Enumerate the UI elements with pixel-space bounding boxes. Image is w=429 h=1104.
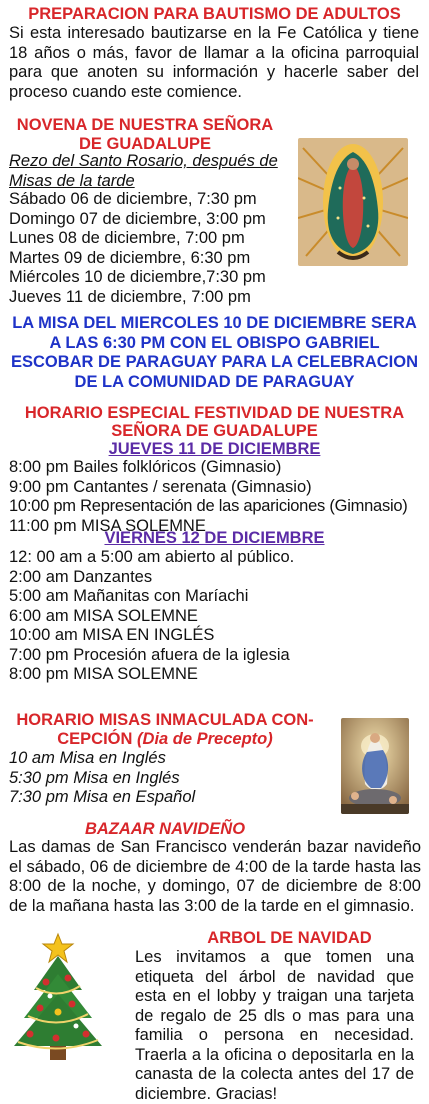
inmaculada-title-line1: HORARIO MISAS INMACULADA CON- [16,711,314,729]
bautismo-title: PREPARACION PARA BAUTISMO DE ADULTOS [28,5,401,23]
novena-date: Jueves 11 de diciembre, 7:00 pm [9,287,251,306]
inmaculada-title-line2-wrap [0,730,330,749]
viernes-schedule [9,548,429,685]
schedule-item: 8:00 pm Bailes folklóricos (Gimnasio) [9,458,282,476]
novena-subtitle [9,152,289,191]
jueves-schedule [9,458,429,536]
misa-paraguay-line: A LAS 6:30 PM CON EL OBISPO GABRIEL [49,333,380,352]
horario-especial-title [0,404,429,440]
day-heading-viernes: VIERNES 12 DE DICIEMBRE [104,529,325,547]
bazaar-body: Las damas de San Francisco venderán bazar navideño el sábado, 06 de diciembre de 4:00 de la tarde hasta las 8:00 de la noche, y domingo, 07 de diciembre de 8:00 de la mañana hasta las 3:00 de la tarde en el gimnasio. [9,838,421,915]
inmaculada-title-line2: CEPCIÓN [57,730,133,748]
misa-paraguay-line: LA MISA DEL MIERCOLES 10 DE DICIEMBRE SERA [12,314,417,332]
mass-item: 7:30 pm Misa en Español [9,788,196,806]
novena-title-line1: NOVENA DE NUESTRA SEÑORA [16,116,274,134]
christmas-tree-icon [6,930,110,1070]
novena-subtitle-line1: Rezo del Santo Rosario, después de [9,152,278,170]
schedule-item: 7:00 pm Procesión afuera de la iglesia [9,645,290,664]
novena-date: Domingo 07 de diciembre, 3:00 pm [9,209,266,228]
bazaar-title: BAZAAR NAVIDEÑO [84,820,246,838]
bautismo-body: Si esta interesado bautizarse en la Fe Católica y tiene 18 años o más, favor de llamar a la oficina parroquial para que anoten su información y hacerle saber del proceso cuando este comience. [9,24,419,101]
schedule-item: 2:00 am Danzantes [9,567,153,586]
arbol-body: Les invitamos a que tomen una etiqueta del árbol de navidad que esta en el lobby y traigan una tarjeta de regalo de 25 dls o mas para una familia o persona en necesidad. Traerla a la oficina o depositarla en la canasta de la colecta antes del 17 de diciembre. Gracias! [135,948,414,1103]
misa-paraguay-line: ESCOBAR DE PARAGUAY PARA LA CELEBRACION [10,353,419,371]
misa-paraguay-notice [0,314,429,392]
misa-paraguay-line: DE LA COMUNIDAD DE PARAGUAY [74,372,355,391]
inmaculada-title [0,711,330,749]
novena-date: Martes 09 de diciembre, 6:30 pm [9,248,251,267]
novena-title [0,116,290,154]
novena-date: Sábado 06 de diciembre, 7:30 pm [9,190,257,208]
novena-title-line2: DE GUADALUPE [78,135,211,153]
inmaculada-masses [9,749,309,808]
novena-date: Lunes 08 de diciembre, 7:00 pm [9,229,245,247]
novena-date: Miércoles 10 de diciembre,7:30 pm [9,268,266,286]
immaculate-conception-painting [341,718,409,814]
schedule-item: 10:00 am MISA EN INGLÉS [9,626,215,644]
schedule-item: 12: 00 am a 5:00 am abierto al público. [9,548,295,566]
schedule-item: 6:00 am MISA SOLEMNE [9,606,198,625]
schedule-item: 10:00 pm Representación de las apariciones (Gimnasio) [9,497,408,515]
schedule-item: 9:00 pm Cantantes / serenata (Gimnasio) [9,477,312,496]
day-heading-jueves: JUEVES 11 DE DICIEMBRE [108,440,321,458]
arbol-title: ARBOL DE NAVIDAD [207,929,372,947]
schedule-item: 5:00 am Mañanitas con Maríachi [9,587,249,605]
mass-item: 5:30 pm Misa en Inglés [9,768,180,787]
novena-subtitle-line2: Misas de la tarde [9,171,135,190]
virgin-of-guadalupe-image [298,138,408,266]
schedule-item: 11:00 pm MISA SOLEMNE [9,516,206,535]
horario-especial-title-line2: SEÑORA DE GUADALUPE [111,422,318,440]
schedule-item: 8:00 pm MISA SOLEMNE [9,665,198,683]
inmaculada-title-note: (Dia de Precepto) [137,730,273,748]
novena-dates [9,190,299,307]
horario-especial-title-line1: HORARIO ESPECIAL FESTIVIDAD DE NUESTRA [24,404,405,422]
mass-item: 10 am Misa en Inglés [9,749,166,767]
